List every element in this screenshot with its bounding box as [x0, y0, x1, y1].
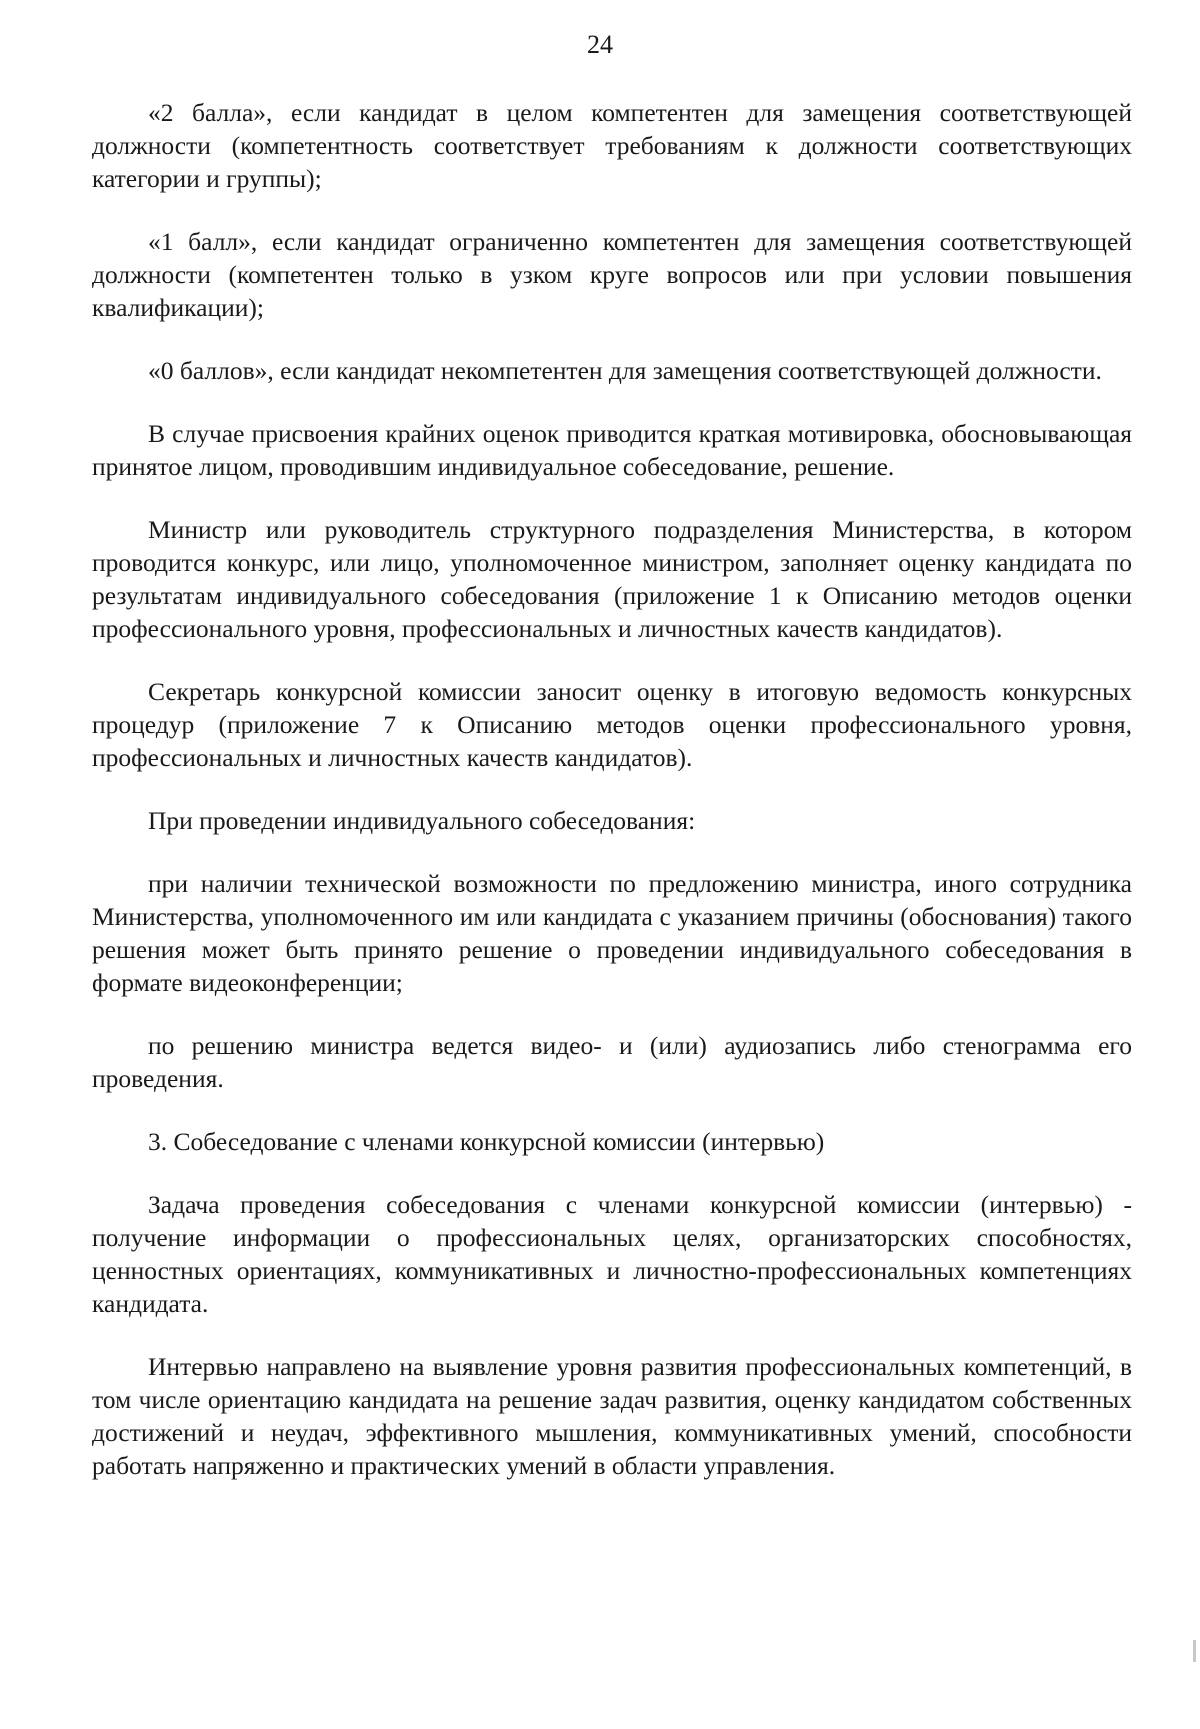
paragraph-minister-assessment: Министр или руководитель структурного подразделения Министерства, в котором проводится конкурс, или лицо, уполномоченное министром, заполняет оценку кандидата по результатам индивидуального собеседования (приложение 1 к Описанию методов оценки профессионального уровня, профессиональных и личностных качеств кандидатов). — [92, 515, 1132, 643]
section-heading-interview: 3. Собеседование с членами конкурсной комиссии (интервью) — [148, 1127, 825, 1156]
paragraph-recording: по решению министра ведется видео- и (или) аудиозапись либо стенограмма его проведения. — [92, 1031, 1132, 1093]
paragraph-score-2: «2 балла», если кандидат в целом компетентен для замещения соответствующей должности (компетентность соответствует требованиям к должности соответствующих категории и группы); — [92, 98, 1132, 193]
paragraph-interview-aim: Интервью направлено на выявление уровня развития профессиональных компетенций, в том числе ориентацию кандидата на решение задач развития, оценку кандидатом собственных достижений и неудач, эффективного мышления, коммуникативных умений, способности работать напряженно и практических умений в области управления. — [92, 1352, 1132, 1480]
document-body — [92, 96, 1132, 1512]
paragraph-videoconference: при наличии технической возможности по предложению министра, иного сотрудника Министерства, уполномоченного им или кандидата с указанием причины (обоснования) такого решения может быть принято решение о проведении индивидуального собеседования в формате видеоконференции; — [92, 869, 1132, 997]
paragraph-secretary: Секретарь конкурсной комиссии заносит оценку в итоговую ведомость конкурсных процедур (приложение 7 к Описанию методов оценки профессионального уровня, профессиональных и личностных качеств кандидатов). — [92, 677, 1132, 772]
page-number: 24 — [587, 30, 613, 59]
paragraph-interview-conditions: При проведении индивидуального собеседования: — [148, 806, 696, 835]
paragraph-score-0: «0 баллов», если кандидат некомпетентен для замещения соответствующей должности. — [148, 356, 1102, 385]
scan-edge-mark — [1193, 1640, 1196, 1662]
paragraph-interview-task: Задача проведения собеседования с членами конкурсной комиссии (интервью) - получение информации о профессиональных целях, организаторских способностях, ценностных ориентациях, коммуникативных и личностно-профессиональных компетенциях кандидата. — [92, 1190, 1132, 1318]
paragraph-extreme-scores: В случае присвоения крайних оценок приводится краткая мотивировка, обосновывающая принятое лицом, проводившим индивидуальное собеседование, решение. — [92, 419, 1132, 481]
paragraph-score-1: «1 балл», если кандидат ограниченно компетентен для замещения соответствующей должности (компетентен только в узком круге вопросов или при условии повышения квалификации); — [92, 227, 1132, 322]
